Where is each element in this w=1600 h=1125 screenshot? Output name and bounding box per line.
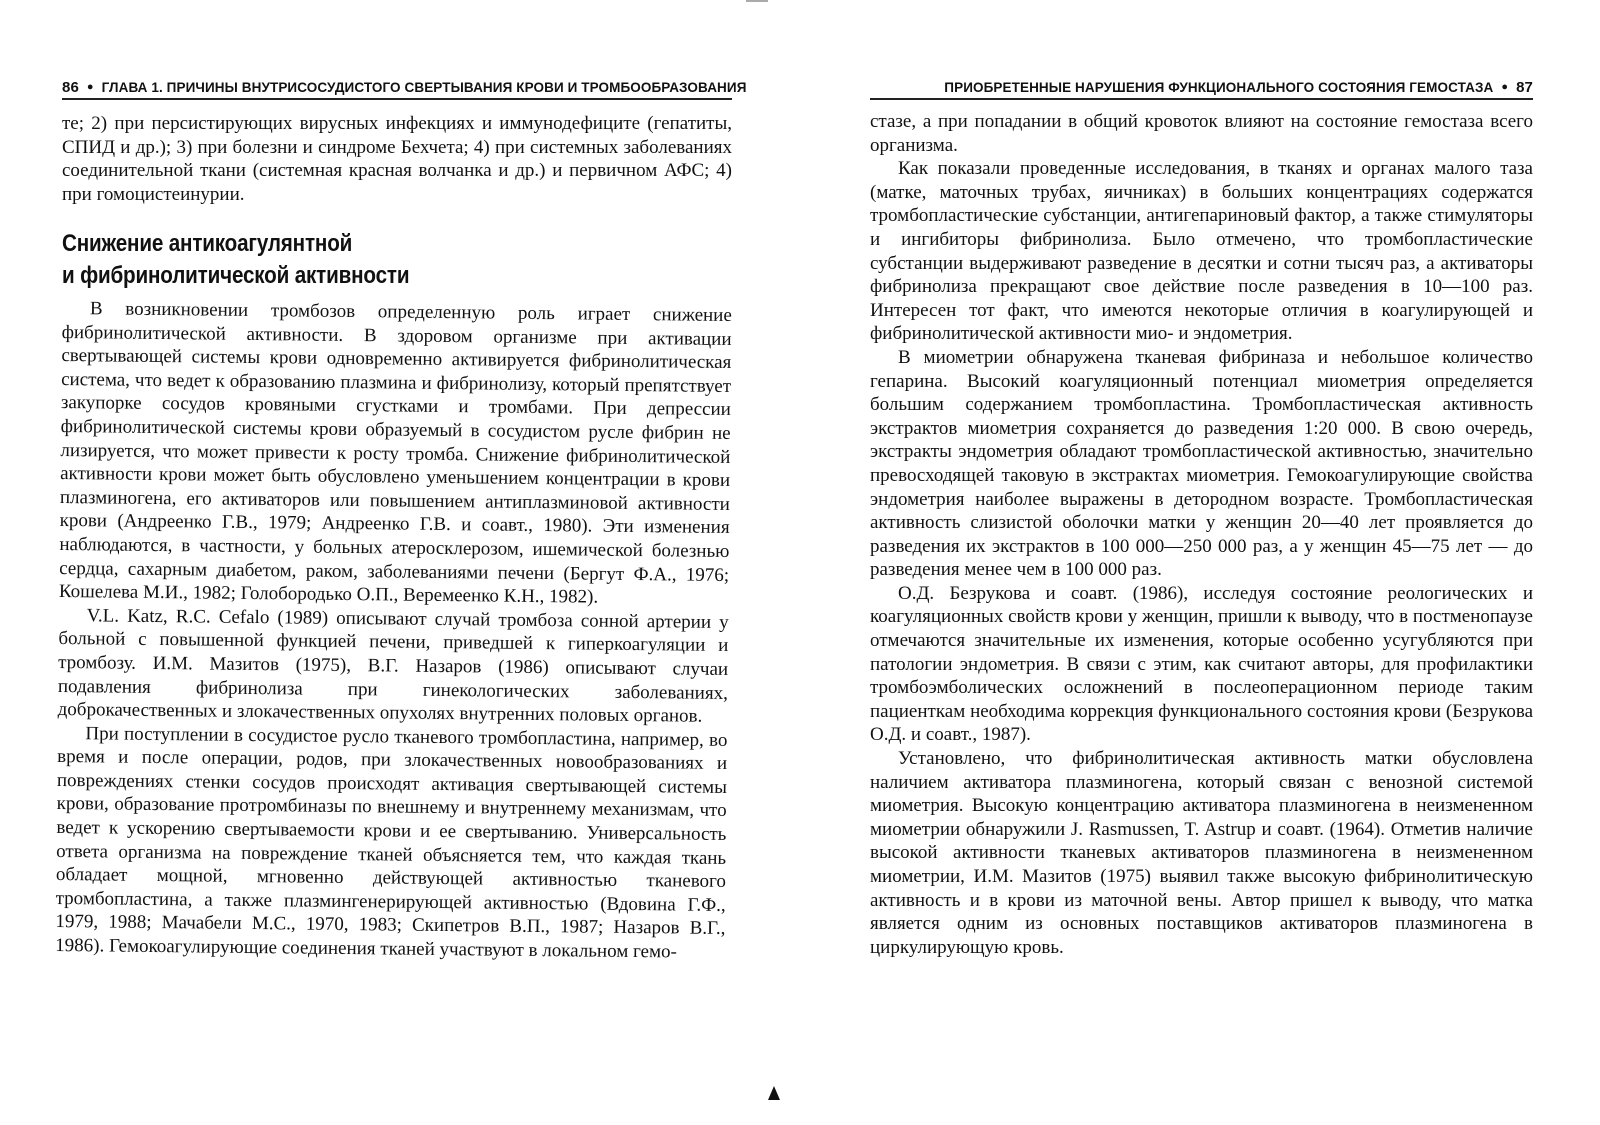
left-main-text bbox=[55, 297, 732, 965]
right-paragraph: Как показали проведенные исследования, в тканях и органах малого таза (матке, маточных трубах, яичниках) в больших концентрациях содержатся тромбопластические субстанции, антигепариновый фактор, а также стимуляторы и ингибиторы фибринолиза. Было отмечено, что тромбопластические субстанции выдерживают разведение в десятки и сотни тысяч раз, а активаторы фибринолиза прекращают свое действие после разведения в 10—100 раз. Интересен тот факт, что имеются некоторые отличия в коагулирующей и фибринолитической активности мио- и эндометрия. bbox=[870, 158, 1533, 345]
section-heading bbox=[62, 228, 423, 292]
left-running-header bbox=[62, 76, 747, 100]
right-page-number: 87 bbox=[1516, 78, 1533, 96]
right-running-header bbox=[870, 76, 1533, 100]
right-continuation-paragraph: стазе, а при попадании в общий кровоток влияют на состояние гемостаза всего организма. bbox=[870, 111, 1533, 156]
left-intro-paragraph: те; 2) при персистирующих вирусных инфекциях и иммунодефиците (гепатиты, СПИД и др.); 3) при болезни и синдроме Бехчета; 4) при системных заболеваниях соединительной ткани (системная красная волчанка и др.) и первичном АФС; 4) при гомоцистеинурии. bbox=[62, 113, 732, 205]
right-paragraph: В миометрии обнаружена тканевая фибриназа и небольшое количество гепарина. Высокий коагуляционный потенциал миометрия определяется большим содержанием тромбопластина. Тромбопластическая активность экстрактов миометрия сохраняется до разведения 1:20 000. В свою очередь, экстракты эндометрия обладают тромбопластической активностью, значительно превосходящей таковую в экстрактах миометрия. Гемокоагулирующие свойства эндометрия наиболее выражены в детородном возрасте. Тромбопластическая активность слизистой оболочки матки у женщин 20—40 лет проявляется до разведения их экстрактов в 100 000—250 000 раз, а у женщин 45—75 лет — до разведения менее чем в 100 000 раз. bbox=[870, 346, 1533, 581]
section-heading-line-1: Снижение антикоагулянтной bbox=[62, 230, 353, 257]
left-paragraph: В возникновении тромбозов определенную роль играет снижение фибринолитической активности. В здоровом организме при активации свертывающей системы крови одновременно активируется фибринолитическая система, что ведет к образованию плазмина и фибринолизу, который препятствует закупорке сосудов кровяными сгустками и тромбами. При депрессии фибринолитической системы крови образуемый в сосудистом русле фибрин не лизируется, что может привести к росту тромба. Снижение фибринолитической активности крови может быть обусловлено уменьшением концентрации в крови плазминогена, его активаторов или повышением антиплазминовой активности крови (Андреенко Г.В., 1979; Андреенко Г.В. и соавт., 1980). Эти изменения наблюдаются, в частности, у больных атеросклерозом, ишемической болезнью сердца, сахарным диабетом, раком, заболеваниями печени (Бергут Ф.А., 1976; Кошелева М.И., 1982; Голобородько О.П., Веремеенко К.Н., 1982). bbox=[58, 298, 732, 608]
left-page bbox=[0, 0, 760, 1125]
left-intro-text bbox=[62, 112, 732, 206]
left-page-number: 86 bbox=[62, 78, 79, 96]
right-paragraph: Установлено, что фибринолитическая активность матки обусловлена наличием активатора плазминогена, который связан с венозной системой миометрия. Высокую концентрацию активатора плазминогена в неизмененном миометрии обнаружили J. Rasmussen, T. Astrup и соавт. (1964). Отметив наличие высокой активности тканевых активаторов плазминогена в неизмененном миометрии, И.М. Мазитов (1975) выявил также высокую фибринолитическую активность и в крови из маточной вены. Автор пришел к выводу, что матка является одним из основных поставщиков активаторов плазминогена в циркулирующую кровь. bbox=[870, 748, 1533, 958]
header-bullet-icon: ● bbox=[86, 81, 94, 93]
section-heading-line-2: и фибринолитической активности bbox=[62, 262, 410, 289]
left-paragraph: При поступлении в сосудистое русло тканевого тромбопластина, например, во время и после операции, родов, при злокачественных новообразованиях и повреждениях стенки сосудов происходят активация свертывающей системы крови, образование протромбиназы по внешнему и внутреннему механизмам, что ведет к ускорению свертываемости крови и ее свертыванию. Универсальность ответа организма на повреждение тканей объясняется тем, что каждая ткань обладает мощной, мгновенно действующей активностью тканевого тромбопластина, а также плазмингенерирующей активностью (Вдовина Г.Ф., 1979, 1988; Мачабели М.С., 1970, 1983; Скипетров В.П., 1987; Назаров В.Г., 1986). Гемокоагулирующие соединения тканей участвуют в локальном гемо- bbox=[55, 722, 728, 963]
left-paragraph: V.L. Katz, R.C. Cefalo (1989) описывают случай тромбоза сонной артерии у больной с повышенной функцией печени, приведшей к гиперкоагуляции и тромбозу. И.М. Мазитов (1975), В.Г. Назаров (1986) описывают случаи подавления фибринолиза при гинекологических заболеваниях, доброкачественных и злокачественных опухолях внутренних половых органов. bbox=[57, 604, 729, 727]
left-chapter-title: ГЛАВА 1. ПРИЧИНЫ ВНУТРИСОСУДИСТОГО СВЕРТЫВАНИЯ КРОВИ И ТРОМБООБРАЗОВАНИЯ bbox=[101, 79, 747, 95]
right-running-title: ПРИОБРЕТЕННЫЕ НАРУШЕНИЯ ФУНКЦИОНАЛЬНОГО СОСТОЯНИЯ ГЕМОСТАЗА bbox=[944, 79, 1494, 95]
right-page bbox=[800, 0, 1600, 1125]
right-main-text bbox=[870, 110, 1533, 959]
right-paragraph: О.Д. Безрукова и соавт. (1986), исследуя состояние реологических и коагуляционных свойств крови у женщин, пришли к выводу, что в постменопаузе отмечаются значительные их изменения, которые особенно усугубляются при патологии эндометрия. В связи с этим, как считают авторы, для профилактики тромбоэмболических осложнений в послеоперационном периоде таким пациенткам необходима коррекция функционального состояния крови (Безрукова О.Д. и соавт., 1987). bbox=[870, 582, 1533, 746]
header-bullet-icon: ● bbox=[1501, 81, 1509, 93]
bottom-spine-mark bbox=[768, 1086, 780, 1100]
